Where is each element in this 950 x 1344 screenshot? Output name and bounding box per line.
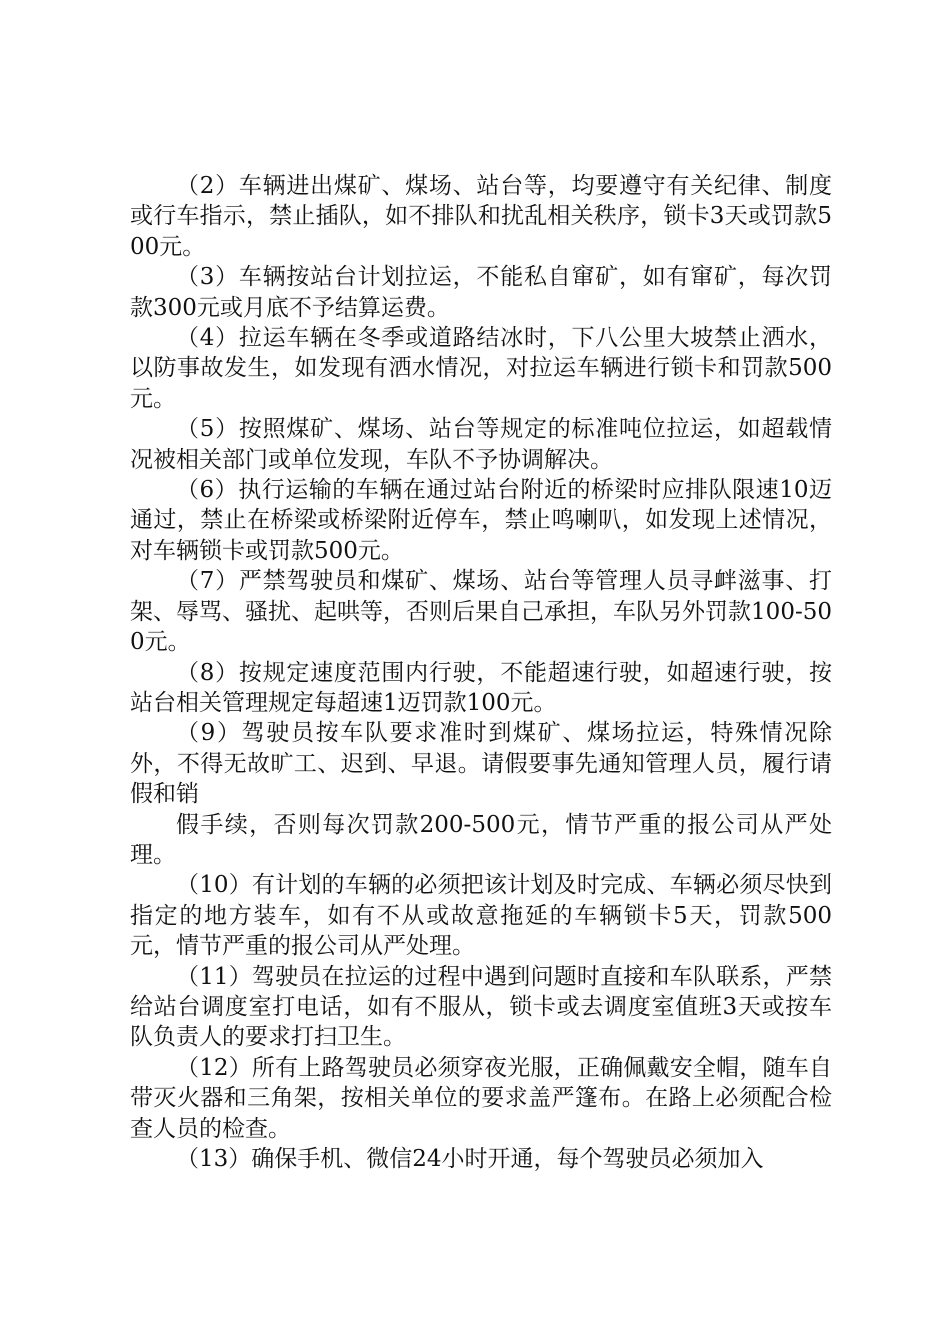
rule-paragraph-12: （12）所有上路驾驶员必须穿夜光服，正确佩戴安全帽，随车自带灭火器和三角架，按相关单位的要求盖严篷布。在路上必须配合检查人员的检查。 <box>130 1054 832 1142</box>
rule-paragraph-7: （7）严禁驾驶员和煤矿、煤场、站台等管理人员寻衅滋事、打架、辱骂、骚扰、起哄等，否则后果自己承担，车队另外罚款100-500元。 <box>130 568 832 656</box>
rule-paragraph-8: （8）按规定速度范围内行驶，不能超速行驶，如超速行驶，按站台相关管理规定每超速1迈罚款100元。 <box>130 659 832 716</box>
rule-paragraph-13: （13）确保手机、微信24小时开通，每个驾驶员必须加入 <box>176 1146 764 1172</box>
rule-paragraph-9-continued: 假手续，否则每次罚款200-500元，情节严重的报公司从严处理。 <box>130 811 832 868</box>
rule-paragraph-3: （3）车辆按站台计划拉运，不能私自窜矿，如有窜矿，每次罚款300元或月底不予结算运费。 <box>130 264 832 321</box>
rule-paragraph-9: （9）驾驶员按车队要求准时到煤矿、煤场拉运，特殊情况除外，不得无故旷工、迟到、早退。请假要事先通知管理人员，履行请假和销 <box>130 720 832 808</box>
rule-paragraph-4: （4）拉运车辆在冬季或道路结冰时，下八公里大坡禁止洒水，以防事故发生，如发现有洒水情况，对拉运车辆进行锁卡和罚款500元。 <box>130 325 832 412</box>
rule-paragraph-11: （11）驾驶员在拉运的过程中遇到问题时直接和车队联系，严禁给站台调度室打电话，如有不服从，锁卡或去调度室值班3天或按车队负责人的要求打扫卫生。 <box>130 963 832 1051</box>
rule-paragraph-6: （6）执行运输的车辆在通过站台附近的桥梁时应排队限速10迈通过，禁止在桥梁或桥梁附近停车，禁止鸣喇叭，如发现上述情况，对车辆锁卡或罚款500元。 <box>130 477 832 564</box>
rule-paragraph-2: （2）车辆进出煤矿、煤场、站台等，均要遵守有关纪律、制度或行车指示，禁止插队，如不排队和扰乱相关秩序，锁卡3天或罚款500元。 <box>130 173 832 260</box>
document-body <box>130 171 832 1174</box>
rule-paragraph-10: （10）有计划的车辆的必须把该计划及时完成、车辆必须尽快到指定的地方装车，如有不从或故意拖延的车辆锁卡5天，罚款500元，情节严重的报公司从严处理。 <box>130 872 832 960</box>
rule-paragraph-5: （5）按照煤矿、煤场、站台等规定的标准吨位拉运，如超载情况被相关部门或单位发现，车队不予协调解决。 <box>130 416 832 473</box>
